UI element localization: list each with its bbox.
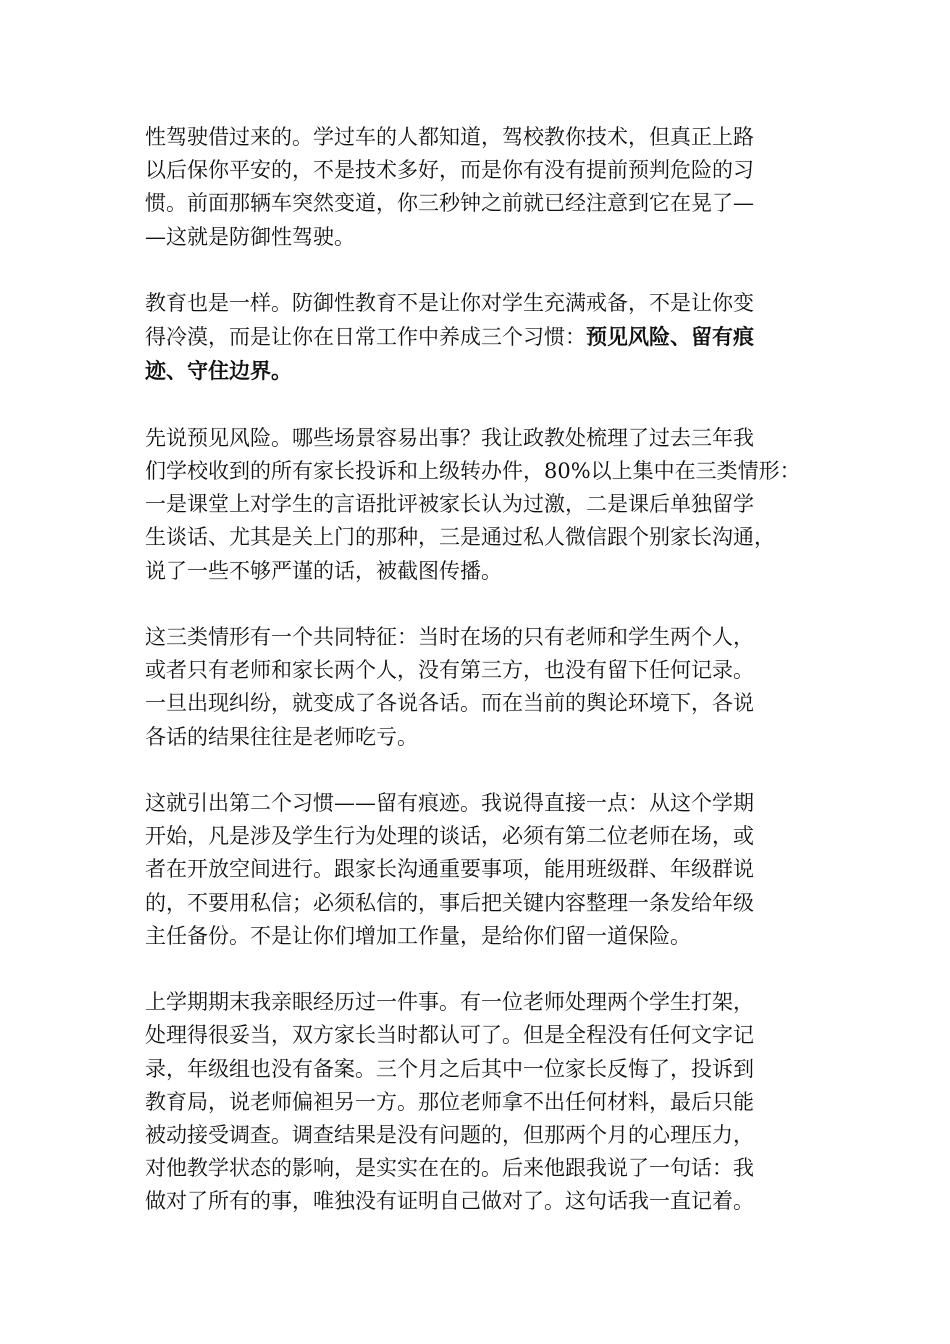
paragraph [145, 287, 800, 389]
text-run: 录，年级组也没有备案。三个月之后其中一位家长反悔了，投诉到 [145, 1056, 754, 1081]
text-run: 一旦出现纠纷，就变成了各说各话。而在当前的舆论环境下，各说 [145, 691, 754, 716]
text-run: 对他教学状态的影响，是实实在在的。后来他跟我说了一句话：我 [145, 1156, 754, 1181]
text-line [145, 455, 800, 488]
text-line [145, 920, 800, 953]
text-run: 教育局，说老师偏袒另一方。那位老师拿不出任何材料，最后只能 [145, 1089, 754, 1114]
text-run: 的，不要用私信；必须私信的，事后把关键内容整理一条发给年级 [145, 890, 754, 915]
paragraph [145, 422, 800, 588]
text-line [145, 354, 800, 388]
text-run: 处理得很妥当，双方家长当时都认可了。但是全程没有任何文字记 [145, 1023, 754, 1048]
text-run: 一是课堂上对学生的言语批评被家长认为过激，二是课后单独留学 [145, 492, 754, 517]
text-line [145, 1152, 800, 1185]
text-run: 说了一些不够严谨的话，被截图传播。 [145, 558, 502, 583]
text-run: 得冷漠，而是让你在日常工作中养成三个习惯： [145, 325, 586, 350]
text-line [145, 1185, 800, 1218]
text-run: —这就是防御性驾驶。 [145, 224, 355, 249]
text-line [145, 1119, 800, 1152]
text-line [145, 986, 800, 1019]
text-line [145, 1086, 800, 1119]
text-line [145, 721, 800, 754]
text-run: 以后保你平安的，不是技术多好，而是你有没有提前预判危险的习 [145, 158, 754, 183]
paragraph [145, 787, 800, 953]
text-run: 这三类情形有一个共同特征：当时在场的只有老师和学生两个人， [145, 625, 754, 649]
paragraph [145, 121, 800, 254]
text-run: 上学期期末我亲眼经历过一件事。有一位老师处理两个学生打架， [145, 990, 754, 1015]
bold-text-run: 预见风险、留有痕 [586, 324, 754, 350]
text-run: 开始，凡是涉及学生行为处理的谈话，必须有第二位老师在场，或 [145, 824, 754, 849]
text-run: 被动接受调查。调查结果是没有问题的，但那两个月的心理压力， [145, 1123, 754, 1148]
text-run: 或者只有老师和家长两个人，没有第三方，也没有留下任何记录。 [145, 658, 754, 683]
text-run: 这就引出第二个习惯——留有痕迹。我说得直接一点：从这个学期 [145, 791, 754, 815]
text-run: 性驾驶借过来的。学过车的人都知道，驾校教你技术，但真正上路 [145, 125, 754, 149]
text-line [145, 1019, 800, 1052]
text-run: 们学校收到的所有家长投诉和上级转办件，80%以上集中在三类情形： [145, 459, 801, 483]
text-run: 先说预见风险。哪些场景容易出事？我让政教处梳理了过去三年我 [145, 425, 754, 450]
text-line [145, 654, 800, 687]
text-line [145, 887, 800, 920]
text-line [145, 787, 800, 820]
text-line [145, 621, 800, 654]
text-line [145, 187, 800, 220]
text-run: 教育也是一样。防御性教育不是让你对学生充满戒备，不是让你变 [145, 291, 754, 315]
text-line [145, 221, 800, 254]
paragraph [145, 986, 800, 1218]
text-line [145, 488, 800, 521]
text-run: 各话的结果往往是老师吃亏。 [145, 724, 418, 749]
bold-text-run: 迹、守住边界。 [145, 358, 292, 384]
text-run: 主任备份。不是让你们增加工作量，是给你们留一道保险。 [145, 923, 691, 948]
paragraph [145, 621, 800, 754]
text-line [145, 320, 800, 354]
text-line [145, 121, 800, 154]
text-run: 惯。前面那辆车突然变道，你三秒钟之前就已经注意到它在晃了— [145, 191, 754, 216]
document-body [145, 121, 800, 1252]
text-line [145, 555, 800, 588]
text-line [145, 154, 800, 187]
text-line [145, 1053, 800, 1086]
text-line [145, 687, 800, 720]
text-line [145, 422, 800, 455]
text-line [145, 287, 800, 320]
text-run: 生谈话、尤其是关上门的那种，三是通过私人微信跟个别家长沟通， [145, 525, 775, 550]
text-line [145, 853, 800, 886]
text-run: 做对了所有的事，唯独没有证明自己做对了。这句话我一直记着。 [145, 1189, 754, 1214]
text-run: 者在开放空间进行。跟家长沟通重要事项，能用班级群、年级群说 [145, 857, 754, 882]
text-line [145, 521, 800, 554]
text-line [145, 820, 800, 853]
